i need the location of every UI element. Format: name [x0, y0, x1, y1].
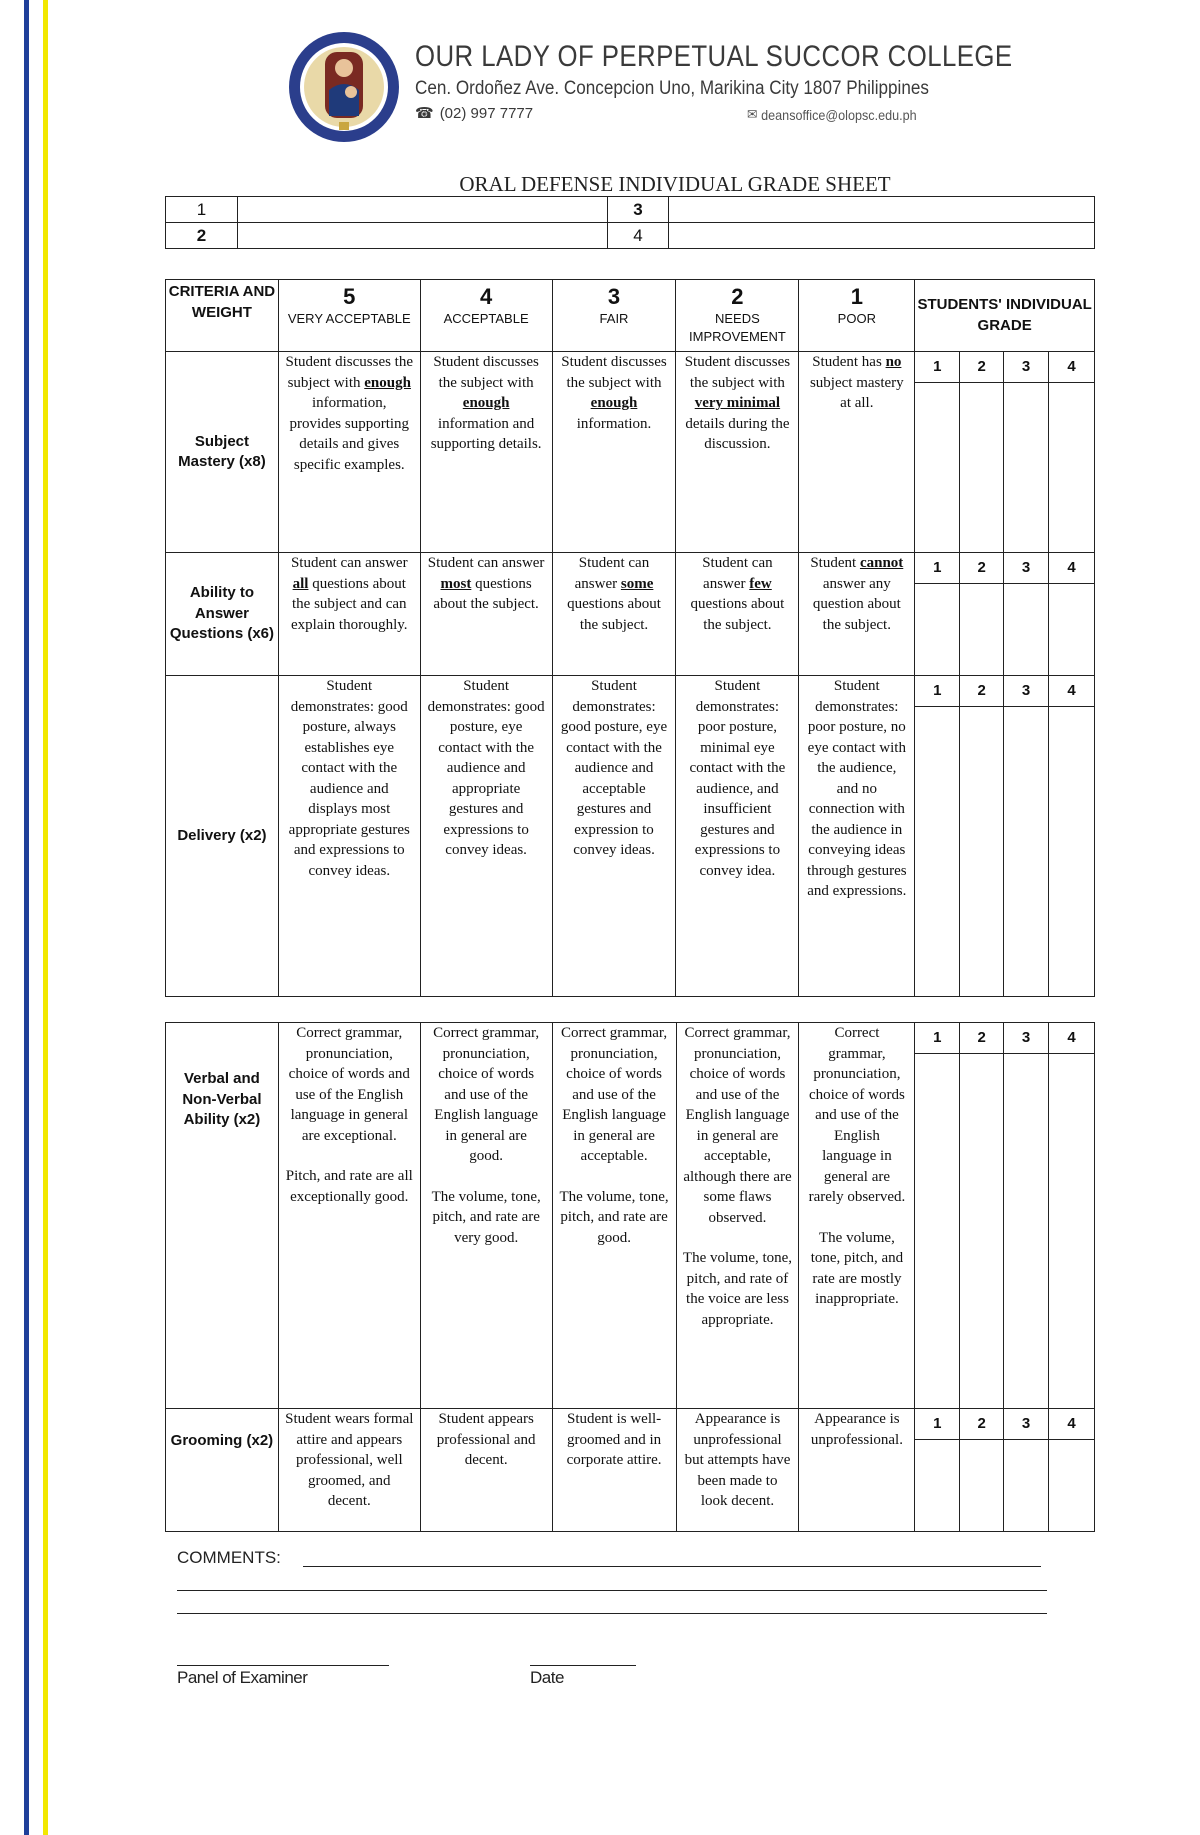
grade-col-2: 2: [960, 352, 1004, 383]
criteria-verbal-non-verbal: Verbal and Non-Verbal Ability (x2): [166, 1023, 279, 1409]
grade-col-3: 3: [1004, 676, 1049, 707]
score-header-4: 4 ACCEPTABLE: [420, 280, 552, 352]
left-yellow-border: [43, 0, 48, 1835]
grooming-grade-1[interactable]: [915, 1440, 960, 1532]
answer-score-2: Student can answer few questions about the subject.: [676, 553, 799, 676]
grade-col-4: 4: [1049, 676, 1095, 707]
college-phone: ☎ (02) 997 7777: [415, 104, 534, 122]
date-label: Date: [530, 1668, 564, 1687]
subject-mastery-grade-1[interactable]: [915, 383, 960, 553]
answer-grade-4[interactable]: [1049, 584, 1095, 676]
answer-score-1: Student cannot answer any question about the subject.: [799, 553, 915, 676]
college-address: Cen. Ordoñez Ave. Concepcion Uno, Marikina City 1807 Philippines: [415, 78, 929, 99]
grade-col-2: 2: [960, 676, 1004, 707]
rubric-table-part-1: [165, 279, 1095, 997]
verbal-grade-2[interactable]: [960, 1054, 1004, 1409]
grade-col-4: 4: [1049, 553, 1095, 584]
student-number-4: 4: [607, 223, 669, 249]
delivery-score-5: Student demonstrates: good posture, always establishes eye contact with the audience and displays most appropriate gestures and expressions to convey ideas.: [278, 676, 420, 997]
college-email: ✉ deansoffice@olopsc.edu.ph: [747, 106, 917, 123]
student-number-3: 3: [607, 197, 669, 223]
sheet-title: ORAL DEFENSE INDIVIDUAL GRADE SHEET: [459, 172, 891, 196]
students-grade-header: STUDENTS' INDIVIDUAL GRADE: [915, 280, 1095, 352]
subject-mastery-score-2: Student discusses the subject with very minimal details during the discussion.: [676, 352, 799, 553]
grade-col-4: 4: [1049, 1023, 1095, 1054]
grooming-grade-3[interactable]: [1004, 1440, 1049, 1532]
answer-grade-3[interactable]: [1004, 584, 1049, 676]
student-name-field-4[interactable]: [669, 223, 1095, 249]
grade-col-1: 1: [915, 1023, 960, 1054]
answer-score-5: Student can answer all questions about the subject and can explain thoroughly.: [278, 553, 420, 676]
grooming-score-2: Appearance is unprofessional but attempts have been made to look decent.: [676, 1409, 799, 1532]
student-name-field-1[interactable]: [237, 197, 607, 223]
score-header-1: 1 POOR: [799, 280, 915, 352]
subject-mastery-score-5: Student discusses the subject with enough information, provides supporting details and gives specific examples.: [278, 352, 420, 553]
grade-col-3: 3: [1004, 553, 1049, 584]
delivery-grade-2[interactable]: [960, 707, 1004, 997]
left-blue-border: [24, 0, 29, 1835]
examiner-signature-line[interactable]: [177, 1665, 389, 1666]
envelope-icon: ✉: [747, 106, 758, 122]
subject-mastery-score-3: Student discusses the subject with enough information.: [552, 352, 676, 553]
delivery-grade-1[interactable]: [915, 707, 960, 997]
verbal-score-3: Correct grammar, pronunciation, choice of words and use of the English language in general are acceptable. The volume, tone, pitch, and rate are good.: [552, 1023, 676, 1409]
criteria-ability-to-answer: Ability to Answer Questions (x6): [166, 553, 279, 676]
answer-grade-1[interactable]: [915, 584, 960, 676]
examiner-label: Panel of Examiner: [177, 1668, 308, 1687]
student-name-field-3[interactable]: [669, 197, 1095, 223]
grade-col-3: 3: [1004, 1409, 1049, 1440]
grooming-score-4: Student appears professional and decent.: [420, 1409, 552, 1532]
college-name: OUR LADY OF PERPETUAL SUCCOR COLLEGE: [415, 40, 1013, 73]
delivery-grade-3[interactable]: [1004, 707, 1049, 997]
score-header-5: 5 VERY ACCEPTABLE: [278, 280, 420, 352]
grade-col-2: 2: [960, 1023, 1004, 1054]
verbal-score-1: Correct grammar, pronunciation, choice of words and use of the English language in general are rarely observed. The volume, tone, pitch, and rate are mostly inappropriate.: [799, 1023, 915, 1409]
college-seal-logo: [285, 30, 403, 144]
student-number-2: 2: [166, 223, 238, 249]
grooming-score-1: Appearance is unprofessional.: [799, 1409, 915, 1532]
grade-col-4: 4: [1049, 1409, 1095, 1440]
student-number-1: 1: [166, 197, 238, 223]
letterhead: [285, 30, 1013, 150]
verbal-grade-1[interactable]: [915, 1054, 960, 1409]
subject-mastery-grade-3[interactable]: [1004, 383, 1049, 553]
comments-label: COMMENTS:: [177, 1548, 281, 1567]
comments-line-1[interactable]: [303, 1566, 1041, 1567]
score-header-3: 3 FAIR: [552, 280, 676, 352]
criteria-delivery: Delivery (x2): [166, 676, 279, 997]
grade-col-1: 1: [915, 1409, 960, 1440]
verbal-score-4: Correct grammar, pronunciation, choice of words and use of the English language in general are good. The volume, tone, pitch, and rate are very good.: [420, 1023, 552, 1409]
verbal-grade-3[interactable]: [1004, 1054, 1049, 1409]
delivery-grade-4[interactable]: [1049, 707, 1095, 997]
grooming-grade-2[interactable]: [960, 1440, 1004, 1532]
comments-line-2[interactable]: [177, 1590, 1047, 1591]
verbal-score-2: Correct grammar, pronunciation, choice of words and use of the English language in general are acceptable, although there are some flaws observed. The volume, tone, pitch, and rate of the voice are less appropriate.: [676, 1023, 799, 1409]
telephone-icon: ☎: [415, 105, 434, 122]
criteria-header: CRITERIA AND WEIGHT: [166, 280, 279, 352]
answer-score-3: Student can answer some questions about the subject.: [552, 553, 676, 676]
student-name-field-2[interactable]: [237, 223, 607, 249]
verbal-score-5: Correct grammar, pronunciation, choice of words and use of the English language in general are exceptional. Pitch, and rate are all exceptionally good.: [278, 1023, 420, 1409]
grade-col-3: 3: [1004, 1023, 1049, 1054]
delivery-score-2: Student demonstrates: poor posture, minimal eye contact with the audience, and insufficient gestures and expressions to convey idea.: [676, 676, 799, 997]
subject-mastery-score-4: Student discusses the subject with enough information and supporting details.: [420, 352, 552, 553]
subject-mastery-grade-2[interactable]: [960, 383, 1004, 553]
verbal-grade-4[interactable]: [1049, 1054, 1095, 1409]
subject-mastery-grade-4[interactable]: [1049, 383, 1095, 553]
grade-col-2: 2: [960, 553, 1004, 584]
grade-col-2: 2: [960, 1409, 1004, 1440]
grooming-score-3: Student is well-groomed and in corporate attire.: [552, 1409, 676, 1532]
date-line[interactable]: [530, 1665, 636, 1666]
grade-col-3: 3: [1004, 352, 1049, 383]
grade-col-1: 1: [915, 676, 960, 707]
grade-col-4: 4: [1049, 352, 1095, 383]
answer-score-4: Student can answer most questions about the subject.: [420, 553, 552, 676]
delivery-score-4: Student demonstrates: good posture, eye contact with the audience and appropriate gestures and expressions to convey ideas.: [420, 676, 552, 997]
grade-col-1: 1: [915, 352, 960, 383]
students-table: [165, 196, 1095, 249]
rubric-table-part-2: [165, 1022, 1095, 1532]
grade-col-1: 1: [915, 553, 960, 584]
answer-grade-2[interactable]: [960, 584, 1004, 676]
score-header-2: 2 NEEDS IMPROVEMENT: [676, 280, 799, 352]
criteria-subject-mastery: Subject Mastery (x8): [166, 352, 279, 553]
grooming-grade-4[interactable]: [1049, 1440, 1095, 1532]
subject-mastery-score-1: Student has no subject mastery at all.: [799, 352, 915, 553]
comments-line-3[interactable]: [177, 1613, 1047, 1614]
criteria-grooming: Grooming (x2): [166, 1409, 279, 1532]
delivery-score-3: Student demonstrates: good posture, eye contact with the audience and acceptable gestures and expression to convey ideas.: [552, 676, 676, 997]
delivery-score-1: Student demonstrates: poor posture, no eye contact with the audience, and no connection with the audience in conveying ideas through gestures and expressions.: [799, 676, 915, 997]
grooming-score-5: Student wears formal attire and appears professional, well groomed, and decent.: [278, 1409, 420, 1532]
